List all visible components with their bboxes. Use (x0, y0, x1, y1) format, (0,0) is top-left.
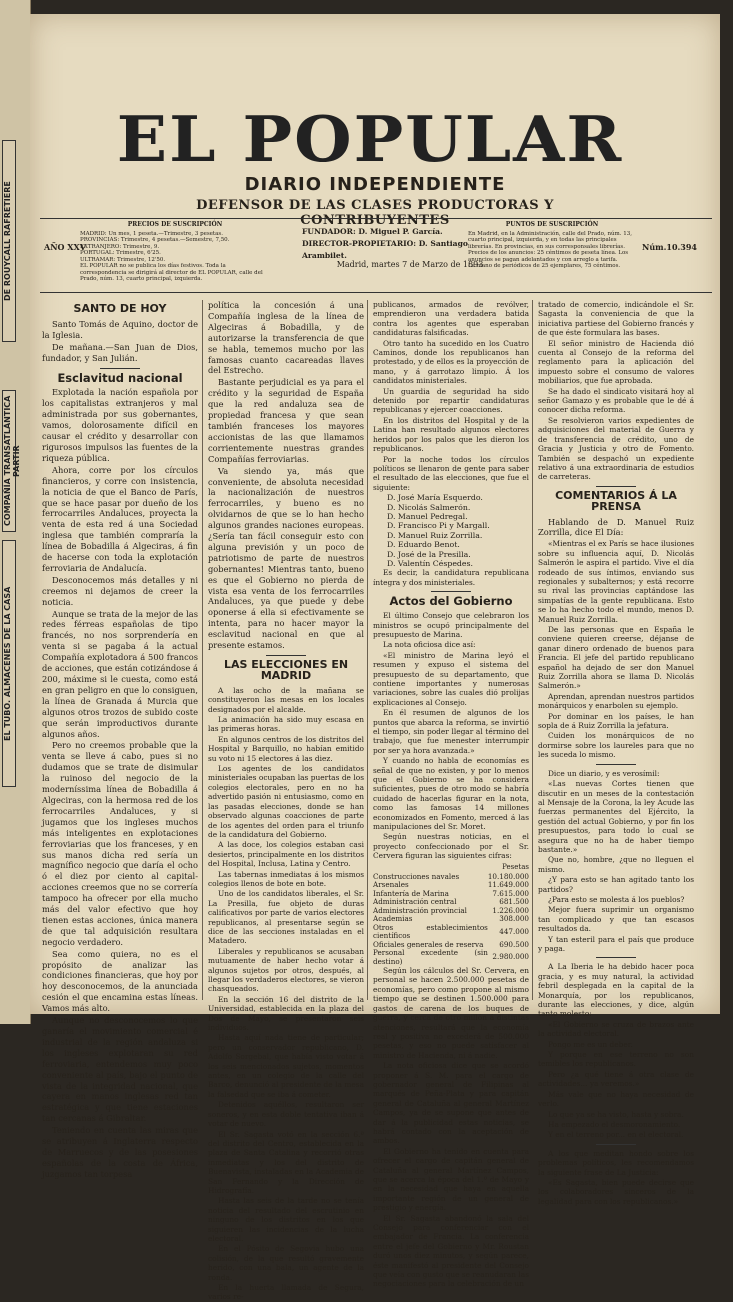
article-paragraph: «Mientras el ex París se hace ilusiones sobre su influencia aquí, D. Nicolás Salmerón le aspira el partido. Vive el día rodeado de sus íntimos, enviando sus regionales y subalternos; y está recorre su rival las provincias captándose las simpatías de la gente republicana. Esto se lo ha hecho todo el mundo, menos D. Manuel Ruiz Zorrilla. (538, 539, 694, 624)
budget-item: Construcciones navales (373, 871, 460, 881)
article-paragraph: A los que meditan hondo sobre los problemas políticos, les recomendamos la siguiente frase de La Justicia: (538, 1148, 694, 1177)
article-paragraph: De las personas que en España le conviene quieren creerse, déjanse de ganar dinero ordenado de buenos para Francia. El jefe del partido republicano español ha dejado de ser don Manuel Ruiz Zorrilla ahora se llama D. Nicolás Salmerón.» (538, 625, 694, 691)
column-separator (367, 300, 368, 1000)
budget-item: Infantería de Marina (373, 888, 449, 898)
budget-value: 2.980.000 (492, 952, 529, 962)
article-paragraph: El señor ministro de Hacienda dió cuenta al Consejo de la reforma del reglamento para la aplicación del impuesto sobre el consumo de valores mobiliarios, que fue aprobada. (538, 338, 694, 386)
article-paragraph: Cuiden los monárquicos de no dormirse sobre los laureles para que no les suceda lo mismo. (538, 731, 694, 760)
article-paragraph: En el Pósito de Segovia hubo una colisión, de la que resultó gravemente herido, con una bala, un agente de la ronda. (208, 1244, 364, 1282)
subscription-line: PROVINCIAS: Trimestre, 4 pesetas.—Semestre, 7,50. (80, 237, 230, 243)
article-paragraph: Y cuando no habla de economías es señal de que no existen, y por lo menos que el Gobierno se ha considera suficientes, pues de otro modo se habría cuidado de hacerlas figurar en la nota, como las famosas 14 millones economizados en Fomento, merced á las manipulaciones del Sr. Moret. (373, 756, 529, 832)
table-row (373, 949, 529, 966)
budget-value: 10.180.000 (487, 871, 529, 881)
article-paragraph: Aprendan, aprendan nuestros partidos monárquicos y enarbolen su ejemplo. (538, 691, 694, 711)
article-paragraph: Mejor fuera suprimir un organismo tan complicado y que tan escasos resultados da. (538, 905, 694, 934)
list-item: D. José María Esquerdo. (387, 493, 483, 503)
column-separator (532, 300, 533, 1000)
founders-box (302, 226, 482, 262)
section-rule (431, 591, 471, 592)
budget-value: 447.000 (499, 926, 529, 936)
header-rule-top (40, 218, 712, 219)
article-paragraph: Explotada la nación española por los capitalistas extranjeros y mal administrada por sus gobernantes, vamos, dolorosamente difícil en causar el crédito y desarrollar con rigurosos impulsos las fuentes de la riqueza pública. (42, 387, 198, 463)
gobierno-heading: Actos del Gobierno (389, 594, 513, 609)
article-paragraph: Y porque en ese terreno no son temibles los republicanos. (538, 1050, 694, 1069)
subscription-point-line: La mano de periódicos de 25 ejemplares, 75 céntimos. (468, 263, 621, 269)
budget-value: 1.226.000 (492, 905, 529, 915)
article-paragraph: El Sr. Sagasta votó en la sección 6.ª del distrito del Centro, establecida en la plaza de Santa Catalina y recorrió otras inmediatas y los del distrito de Buenavista, instaladas en la Academia de San Fernando y la Dirección de Hidrografía. (208, 1129, 364, 1195)
article-paragraph: Por dominar en los países, le han sopla de á Ruiz Zorrilla la jefatura. (538, 711, 694, 731)
article-paragraph: En él resumen de algunos de los puntos que abarca la reforma, se invirtió el tiempo, sin poder llegar al término del trabajo, que fue menester interrumpir por ser ya hora avanzada.» (373, 708, 529, 755)
article-paragraph: El Gobierno ha tenido en cuenta para ofrecer el cargo de capitán general de Cataluña al general Martínez Campos, que se acerca la época del 1.º de Mayo y en la necesidad que haya en aquella importante región de un general de prestigio y energía. (373, 1146, 529, 1213)
budget-value: 7.615.000 (492, 888, 529, 898)
article-paragraph: Hasta las seis de la tarde no se tenía noticia del resultado del escrutinio en ninguno de los distritos en los que siguieren las incidencias de la lucha electoral. (208, 1196, 364, 1243)
binding-strip-2: COMPAÑÍA TRANSATLÁNTICA PARTIR (2, 390, 16, 532)
article-paragraph: Uno de los candidatos liberales, el Sr. La Presilla, fue objeto de duras calificativos por parte de varios electores republicanos, al presentarse según se dice de las secciones instaladas en el Matadero. (208, 889, 364, 946)
article-paragraph: Detenidos aquéllos, resultaron ser soneros, y en esta doble tentativa iban á votar de nuevo. (208, 1100, 364, 1129)
article-paragraph: En la sección 16 del distrito de la Universidad, establecida en la plaza del Dos de Mayo, se presentaron seis individuos. (208, 994, 364, 1033)
list-item: D. Manuel Pedregal. (387, 511, 468, 521)
article-paragraph: Pero ¿a qué tiene á otra clase de actividades... ya veremos.» (538, 1069, 694, 1089)
article-paragraph: «El Gobierno se cruza de brazos ante la actividad electoral. (538, 1019, 694, 1039)
article-paragraph: Más vale que no haya necesidad de verlo. (538, 1089, 694, 1109)
subscription-point-line: En Madrid, en la Administración, calle del Prado, núm. 13, cuarto principal, izquierda, y en todas las principales librerías. En provincias, en sus corresponsales librerías. (468, 230, 633, 250)
budget-item: Administración provincial (373, 905, 467, 915)
section-rule (266, 655, 306, 656)
budget-item: Administración central (373, 897, 457, 907)
budget-item: Oficiales generales de reserva (373, 939, 484, 949)
budget-item: Arsenales (373, 880, 409, 890)
article-paragraph: Por la noche todos los círculos políticos se llenaron de gente para saber el resultado de las elecciones, que fue el siguiente: (373, 454, 529, 492)
budget-header: Pesetas (502, 862, 529, 871)
article-paragraph: publicanos, armados de revólver, emprendieron una verdadera batida contra los agentes que esperaban candidaturas falsificadas. (373, 300, 529, 338)
subscription-line: EXTRANJERO: Trimestre, 9. (80, 243, 160, 250)
article-paragraph: Aunque se trata de la mejor de las redes férreas españolas de tipo francés, no nos sorprendería en venta si se pagaba á la actual Compañía explotadora á 500 francos de acciones, que están cotizándose á 200, máxime si le cuesta, como está en gran peligro en que lo consiguen, la línea de Granada á Murcia que algunos otros trozos de subido coste que serán improductivos durante algunos años. (42, 608, 198, 739)
newspaper-page (30, 14, 720, 1302)
binding-strip-1: DE ROUYCALL RAFRETIERE (2, 140, 16, 342)
article-paragraph: Liberales y republicanos se acusaban mutuamente de haber hecho votar á algunos sujetos por otros, después, al llegar los verdaderos electores, se vieron chasqueados. (208, 946, 364, 994)
list-item: D. Nicolás Salmerón. (387, 502, 471, 512)
article-paragraph: tratado de comercio, indicándole el Sr. Sagasta la conveniencia de que la iniciativa partiese del Gobierno francés y de que éste formulara las bases. (538, 300, 694, 338)
list-item: D. Manuel Ruiz Zorrilla. (387, 530, 483, 540)
article-paragraph: ¿Para esto se molesta á los pueblos? (548, 894, 685, 904)
budget-value: 690.500 (499, 939, 529, 949)
masthead-tagline: DEFENSOR DE LAS CLASES PRODUCTORAS Y CONTRIBUYENTES (196, 198, 554, 228)
article-paragraph: Va siendo ya, más que conveniente, de absoluta necesidad la nacionalización de nuestros ferrocarriles, y bueno es no olvidarnos de que se lo han hecho algunos grandes naciones europeas. ¿Sería tan fácil conseguir esto con alguna previsión y un poco de patriotismo de parte de nuestros gobernantes! Mientras tanto, bueno es que el Gobierno no pierda de vista esa venta de los ferrocarriles Andaluces, ya que puede y debe oponerse á ella si efectivamente se intenta, para no hacer mayor la esclavitud nacional en que al presente estamos. (208, 465, 364, 651)
article-paragraph: Según nuestras noticias, en el proyecto confeccionado por el Sr. Cervera figuran las siguientes cifras: (373, 832, 529, 861)
article-paragraph: Ahora, corre por los círculos financieros, y corre con insistencia, la noticia de que el Banco de París, que se hace pasar por dueño de los ferrocarriles Andaluces, proyecta la venta de esta red á una Sociedad inglesa que también compraría la línea de Bobadilla á Algeciras, á fin de hacerse con toda la explotación ferroviaria de Andalucía. (42, 464, 198, 573)
article-paragraph: A las ocho de la mañana se constituyeron las mesas en los locales designados por el alcalde. (208, 685, 364, 714)
subscription-prices-box (80, 222, 270, 288)
article-paragraph: Es decir, la candidatura republicana íntegra y dos ministeriales. (373, 568, 529, 587)
article-paragraph: Se resolvieron varios expedientes de adquisiciones del material de Guerra y de transferencia de crédito, uno de Gracia y Justicia y otro de Fomento. También se despachó un expediente relativo á una extraordinaria de estudios de carreteras. (538, 415, 694, 482)
article-paragraph: La nota oficiosa dice así: (383, 640, 476, 650)
article-paragraph: A las doce, los colegios estaban casi desiertos, principalmente en los distritos del Hospital, Inclusa, Latina y Centro. (208, 840, 364, 869)
article-paragraph: ¿Y para esto se han agitado tanto los partidos? (538, 875, 694, 894)
article-paragraph: Sea como quiera, no es el propósito de analizar las condiciones financieras, que hoy por hoy desconocemos, de la anunciada cesión el que encamina estas líneas. Vamos más alto. (42, 948, 198, 1014)
santo-text: De mañana.—San Juan de Dios, fundador, y San Julián. (42, 341, 198, 363)
masthead-title: EL POPULAR (116, 101, 624, 177)
article-paragraph: Se ha dado el sindicato visitará hoy al señor Gamazo y es probable que le dé á conocer dicha reforma. (538, 386, 694, 415)
header-rule-bottom (40, 292, 712, 293)
column-separator (202, 300, 203, 1000)
column-4 (538, 300, 694, 1206)
subscription-prices-title: PRECIOS DE SUSCRIPCIÓN (127, 221, 223, 228)
article-paragraph: Otro tanto ha sucedido en los Cuatro Caminos, donde los republicanos han protestado, y de ellos es la proyección de mano, y á garrotazo limpio. Á los candidatos ministeriales. (373, 338, 529, 386)
budget-item: Personal excedente (sin destino) (373, 948, 488, 966)
santo-text: Santo Tomás de Aquino, doctor de la Iglesia. (42, 318, 198, 340)
article-paragraph: Dice un diario, y es verosímil: (548, 768, 660, 778)
article-paragraph: Que no, hombre, ¿que no lleguen el mismo. (538, 855, 694, 874)
section-rule (100, 368, 140, 369)
article-paragraph: En la huerta llamada de Segura, varios re- (208, 1283, 364, 1302)
article-paragraph: Las tabernas inmediatas á los mismos colegios llenos de bote en bote. (208, 869, 364, 888)
founder-line: FUNDADOR: D. Miguel P. García. (302, 227, 443, 236)
subscription-points-box (468, 222, 636, 288)
article-paragraph: A La Iberia le ha debido hacer poca gracia, y es muy natural, la actividad febril desplegada en la capital de la Monarquía, por los republicanos, durante las elecciones, y dice, algún tanto molesto: (538, 962, 694, 1019)
esclavitud-heading: Esclavitud nacional (57, 370, 183, 385)
article-paragraph: Bastante perjudicial es ya para el crédito y la seguridad de España que la red andaluza sea de propiedad francesa y que sean también franceses los mayores accionistas de las que llamamos corrientemente nuestras grandes Compañías ferroviarias. (208, 377, 364, 464)
subscription-line: MADRID: Un mes, 1 peseta.—Trimestre, 3 pesetas. (80, 230, 223, 237)
column-2 (208, 300, 364, 1302)
budget-value: 11.649.000 (487, 880, 529, 890)
subscription-line: EL POPULAR no se publica los días festivos. Toda la correspondencia se dirigirá al director de EL POPULAR, calle del Prado, núm. 13, cuarto principal, izquierda. (80, 263, 263, 282)
article-paragraph: Hasta aquí nada tiene de particular; pero un conservador republicano, D. Adolfo Sorgebal, que había visto votar á los seis mencionados sujetos, momentos antes, en un colegio de la calle del Barco, denunció al presidente de la mesa la falsedad que se iba á cometer. (208, 1033, 364, 1099)
article-paragraph: Y en el terreno por... en el electoral. (548, 1130, 684, 1140)
article-paragraph: El último Consejo que celebraron los ministros se ocupó principalmente del presupuesto de Marina. (373, 611, 529, 639)
article-paragraph: Según los cálculos del Sr. Cervera, en personal se hacen 2.500.000 pesetas de economías, pero como propone al mismo tiempo que se destinen 1.500.000 para gastos de carena de los buques de guerra, y cerca de otro millón á distintas atenciones, resultará que la economía real y positiva no excederá de 500.000 pesetas, y eso no puede satisfacer al ministro de Hacienda, ni á nadie. (373, 966, 529, 1060)
year-label: AÑO XXV (44, 242, 86, 252)
comentarios-subtitle: Hablando de D. Manuel Ruiz Zorrilla, dice El Día: (538, 516, 694, 538)
subscription-line: ULTRAMAR: Trimestre, 12'50. (80, 256, 166, 263)
article-paragraph: «Es Sagasta, bien puede decirse que los colaboradores sinceros de la legalidad para con los republicanos.» (538, 1177, 694, 1206)
table-row (373, 924, 529, 941)
budget-item: Academias (373, 914, 413, 924)
dateline: Madrid, martes 7 de Marzo de 1893 (336, 260, 484, 269)
budget-value: 308.000 (499, 914, 529, 924)
article-paragraph: Y tan esteril para el país que produce y paga. (538, 934, 694, 953)
article-paragraph: En algunos centros de los distritos del Hospital y Barquillo, no habían emitido su voto ni 15 electores á las diez. (208, 734, 364, 763)
subscription-point-line: Precios de los anuncios: 25 céntimos de peseta línea. Los anuncios se pagan adelantados y con arreglo a tarifa. (468, 250, 629, 263)
binding-strip-3: EL TUBO. ALMACENES DE LA CASA (2, 540, 16, 787)
section-rule (596, 764, 636, 765)
budget-item: Otros establecimientos científicos (373, 922, 488, 941)
santo-heading: SANTO DE HOY (73, 302, 167, 315)
article-paragraph: política la concesión á una Compañía inglesa de la línea de Algeciras á Bobadilla, y de autorizarse la transferencia de que se habla, tememos mucho por las famosas cuanto cacareadas llaves del Estrecho. (208, 300, 364, 376)
article-paragraph: Ha empezado el desmoronamiento. (548, 1119, 681, 1129)
subscription-line: PORTUGAL: Trimestre, 6'25. (80, 250, 161, 256)
candidate-list (373, 493, 529, 568)
list-item: D. Francisco Pi y Margall. (387, 521, 490, 531)
article-paragraph: Teniendo en cuenta las miras que se atribuyen á Inglaterra respecto de Marruecos y de las posesiones españolas de la costa de África, juzgamos tan torpesa (42, 1125, 198, 1179)
budget-table (373, 873, 529, 967)
list-item: D. Valentín Céspedes. (387, 558, 474, 568)
article-paragraph: Lo que ya se ha visto, hasta y sobra. (548, 1109, 684, 1119)
section-rule (596, 1144, 636, 1145)
column-3 (373, 300, 529, 1289)
article-paragraph: La nota oficiosa dice que se acordó proponer á S. M. para el cargo de gobernador general de Filipinas al marqués de Peña-Plata y para capitán general de Cataluña al general Martínez Campos, ya de se supone que antes de dar á la publicidad estas noticias, se habrá contado con la aceptación de ambos. (373, 1061, 529, 1146)
column-1 (42, 300, 198, 1179)
masthead-subtitle: DIARIO INDEPENDIENTE (244, 174, 506, 195)
section-rule (596, 957, 636, 958)
elecciones-heading: LAS ELECCIONES EN MADRID (223, 658, 349, 682)
page-binding (0, 0, 31, 1024)
list-item: D. José de la Presilla. (387, 549, 471, 559)
article-paragraph: Pero no creemos probable que la venta se lleve á cabo, pues si no dudamos que se trate de disimular la ruinoso del negocio de la moderníssima línea de Bobadilla á Algeciras, con la hermosa red de los ferrocarriles Andaluces, y si jugamos que los ingleses muchos más inteligentes en explotaciones ferroviarias que los franceses, y en sus manos dicha red sería un magnífico negocio que daría el ocho ó el diez por ciento al capital-acciones creemos que no se correría tampoco ha ofrecer por ella mucho más del valor efectivo que hoy tienen estas acciones, única manera de que tal adquisición resultara negocio verdadero. (42, 740, 198, 947)
article-paragraph: Un guardia de seguridad ha sido detenido por repartir candidaturas republicanas y ejercer coacciones. (373, 386, 529, 415)
article-paragraph: Los agentes de los candidatos ministeriales ocupaban las puertas de los colegios electorales, pero en no ha advertido pasión ni entusiasmo, como en las pasadas elecciones, donde se han observado algunas coacciones de parte de los agentes del orden para el triunfo de la candidatura del Gobierno. (208, 764, 364, 839)
article-paragraph: Desconocemos más detalles y ni creemos ni dejamos de creer la noticia. (42, 574, 198, 607)
article-paragraph: Aunque no desconocemos lo que ganaría el movimiento comercial é industrial de la región andaluza si los ingleses explotaran su red ferroviaria, entendemos muy poco conveniente al país, bajo el punto de vista de la integridad nacional, que cayera en manos inglesas red tan estratégica y que tiene estaciones tan cercanas á Gibraltar. (42, 1015, 198, 1124)
budget-value: 681.500 (499, 897, 529, 907)
article-paragraph: El Sr. Sagasta abandonó la sala del Consejo para conferenciar con el embajador de Francia. La conferencia entre el jefe del Gobierno y Mr. Roustan duró unos diez minutos, y según parece, éste manifestó al presidente del Consejo que veía con gusto que se reanudaran las negociaciones para la celebración de un (373, 1213, 529, 1289)
issue-number: Núm.10.394 (642, 242, 697, 252)
section-rule (596, 486, 636, 487)
article-paragraph: Pongo me es un deber. (548, 1039, 633, 1049)
article-paragraph: «Las nuevas Cortes tienen que discutir en un meses de la contestación al Mensaje de la Corona, la ley Acude las fuerzas permanentes del Ejército, la gestión del actual Gobierno, y por fin los presupuestos, para todo lo cual se asegura que no ha de haber tiempo bastante.» (538, 779, 694, 854)
comentarios-heading: COMENTARIOS Á LA PRENSA (555, 488, 677, 513)
article-paragraph: En los distritos del Hospital y de la Latina han resultado algunos electores heridos por los palos que les dieron los republicanos. (373, 415, 529, 454)
director-line: DIRECTOR-PROPIETARIO: D. Santiago Arambilet. (302, 239, 468, 260)
article-paragraph: La animación ha sido muy escasa en las primeras horas. (208, 715, 364, 734)
subscription-points-title: PUNTOS DE SUSCRIPCIÓN (505, 221, 599, 228)
article-paragraph: «El ministro de Marina leyó el resumen y expuso el sistema del presupuesto de su departamento, que contiene importantes y numerosas variaciones, sobre las cuales dió prolijas explicaciones al Consejo. (373, 650, 529, 707)
list-item: D. Eduardo Benot. (387, 540, 460, 550)
